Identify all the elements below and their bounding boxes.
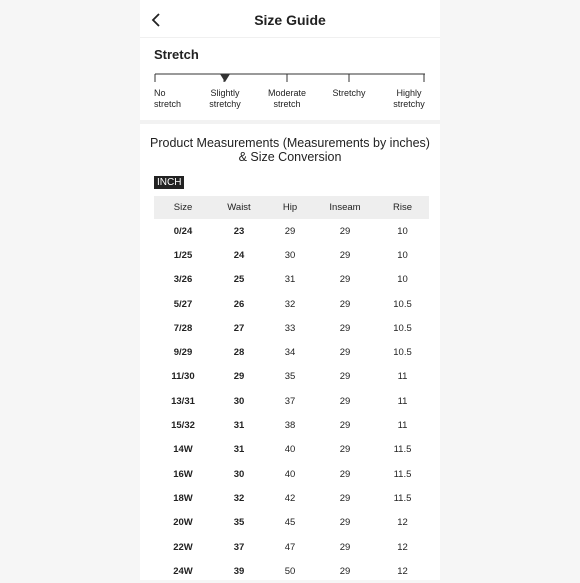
table-header — [154, 196, 429, 219]
hip-cell: 32 — [284, 298, 296, 310]
table-body — [154, 219, 429, 583]
hip-cell: 40 — [284, 468, 296, 480]
hip-cell: 50 — [284, 565, 296, 577]
hip-cell: 30 — [284, 249, 296, 261]
hip-cell: 38 — [284, 420, 296, 432]
waist-cell: 31 — [233, 444, 245, 456]
table-row — [154, 219, 429, 243]
table-row — [154, 438, 429, 462]
table-row — [154, 486, 429, 510]
waist-cell: 35 — [233, 517, 245, 529]
waist-cell: 28 — [233, 347, 245, 359]
page-title: Size Guide — [254, 12, 326, 28]
size-cell: 16W — [173, 468, 193, 480]
inseam-cell: 29 — [339, 541, 351, 553]
hip-cell: 31 — [284, 274, 296, 286]
hip-cell: 29 — [284, 225, 296, 237]
rise-cell: 12 — [397, 517, 408, 529]
column-header: Rise — [392, 202, 412, 213]
inseam-cell: 29 — [339, 298, 351, 310]
stretch-level-label: Stretchy — [332, 88, 366, 98]
size-cell: 0/24 — [173, 225, 193, 237]
size-cell: 3/26 — [173, 274, 193, 286]
section-divider — [140, 120, 440, 124]
rise-cell: 11 — [397, 420, 408, 432]
size-cell: 13/31 — [171, 395, 195, 407]
hip-cell: 42 — [284, 492, 296, 504]
inseam-cell: 29 — [339, 274, 351, 286]
rise-cell: 12 — [397, 565, 408, 577]
waist-cell: 32 — [233, 492, 245, 504]
column-header: Inseam — [329, 202, 361, 213]
hip-cell: 35 — [284, 371, 296, 383]
hip-cell: 47 — [284, 541, 296, 553]
rise-cell: 11.5 — [393, 468, 412, 480]
size-cell: 18W — [173, 492, 193, 504]
rise-cell: 10 — [397, 225, 408, 237]
inseam-cell: 29 — [339, 371, 351, 383]
size-cell: 1/25 — [173, 249, 193, 261]
inseam-cell: 29 — [339, 565, 351, 577]
waist-cell: 30 — [233, 395, 245, 407]
waist-cell: 39 — [233, 565, 245, 577]
size-cell: 22W — [173, 541, 193, 553]
size-cell: 20W — [173, 517, 193, 529]
size-cell: 24W — [173, 565, 193, 577]
hip-cell: 37 — [284, 395, 296, 407]
inseam-cell: 29 — [339, 517, 351, 529]
table-row — [154, 316, 429, 340]
column-header: Size — [173, 202, 193, 213]
rise-cell: 11.5 — [393, 444, 412, 456]
rise-cell: 10.5 — [393, 322, 412, 334]
rise-cell: 11 — [397, 395, 408, 407]
table-row — [154, 365, 429, 389]
table-row — [154, 462, 429, 486]
size-cell: 15/32 — [171, 420, 195, 432]
size-table — [154, 196, 429, 583]
waist-cell: 29 — [233, 371, 245, 383]
table-row — [154, 413, 429, 437]
waist-cell: 23 — [233, 225, 245, 237]
rise-cell: 10 — [397, 274, 408, 286]
inseam-cell: 29 — [339, 492, 351, 504]
inseam-cell: 29 — [339, 468, 351, 480]
size-cell: 9/29 — [173, 347, 193, 359]
size-cell: 11/30 — [171, 371, 195, 383]
table-row — [154, 535, 429, 559]
hip-cell: 34 — [284, 347, 296, 359]
waist-cell: 24 — [233, 249, 245, 261]
table-row — [154, 511, 429, 535]
rise-cell: 10.5 — [393, 347, 412, 359]
inseam-cell: 29 — [339, 225, 351, 237]
table-row — [154, 559, 429, 583]
rise-cell: 11 — [397, 371, 408, 383]
table-row — [154, 292, 429, 316]
size-cell: 5/27 — [173, 298, 193, 310]
rise-cell: 12 — [397, 541, 408, 553]
table-row — [154, 340, 429, 364]
column-header: Waist — [227, 202, 251, 213]
hip-cell: 33 — [284, 322, 296, 334]
waist-cell: 26 — [233, 298, 245, 310]
inseam-cell: 29 — [339, 322, 351, 334]
header-divider — [140, 37, 440, 38]
inseam-cell: 29 — [339, 444, 351, 456]
rise-cell: 11.5 — [393, 492, 412, 504]
hip-cell: 45 — [284, 517, 296, 529]
inseam-cell: 29 — [339, 249, 351, 261]
measurements-title: Product Measurements (Measurements by inches) & Size Conversion — [150, 136, 430, 164]
table-row — [154, 268, 429, 292]
stretch-level-label: Moderate stretch — [267, 88, 307, 109]
table-row — [154, 243, 429, 267]
stretch-level-label: Highly stretchy — [393, 88, 425, 109]
rise-cell: 10.5 — [393, 298, 412, 310]
inseam-cell: 29 — [339, 347, 351, 359]
waist-cell: 37 — [233, 541, 245, 553]
stretch-level-label: No stretch — [154, 88, 182, 109]
waist-cell: 25 — [233, 274, 245, 286]
waist-cell: 31 — [233, 420, 245, 432]
column-header: Hip — [282, 202, 298, 213]
header — [140, 0, 440, 40]
inseam-cell: 29 — [339, 395, 351, 407]
stretch-title: Stretch — [154, 47, 199, 62]
unit-badge: INCH — [154, 176, 184, 189]
size-cell: 14W — [173, 444, 193, 456]
table-row — [154, 389, 429, 413]
waist-cell: 30 — [233, 468, 245, 480]
rise-cell: 10 — [397, 249, 408, 261]
size-cell: 7/28 — [173, 322, 193, 334]
waist-cell: 27 — [233, 322, 245, 334]
hip-cell: 40 — [284, 444, 296, 456]
size-guide-screen — [140, 0, 440, 580]
stretch-scale — [140, 70, 440, 86]
stretch-selected-marker — [220, 74, 230, 82]
stretch-level-label: Slightly stretchy — [209, 88, 241, 109]
inseam-cell: 29 — [339, 420, 351, 432]
